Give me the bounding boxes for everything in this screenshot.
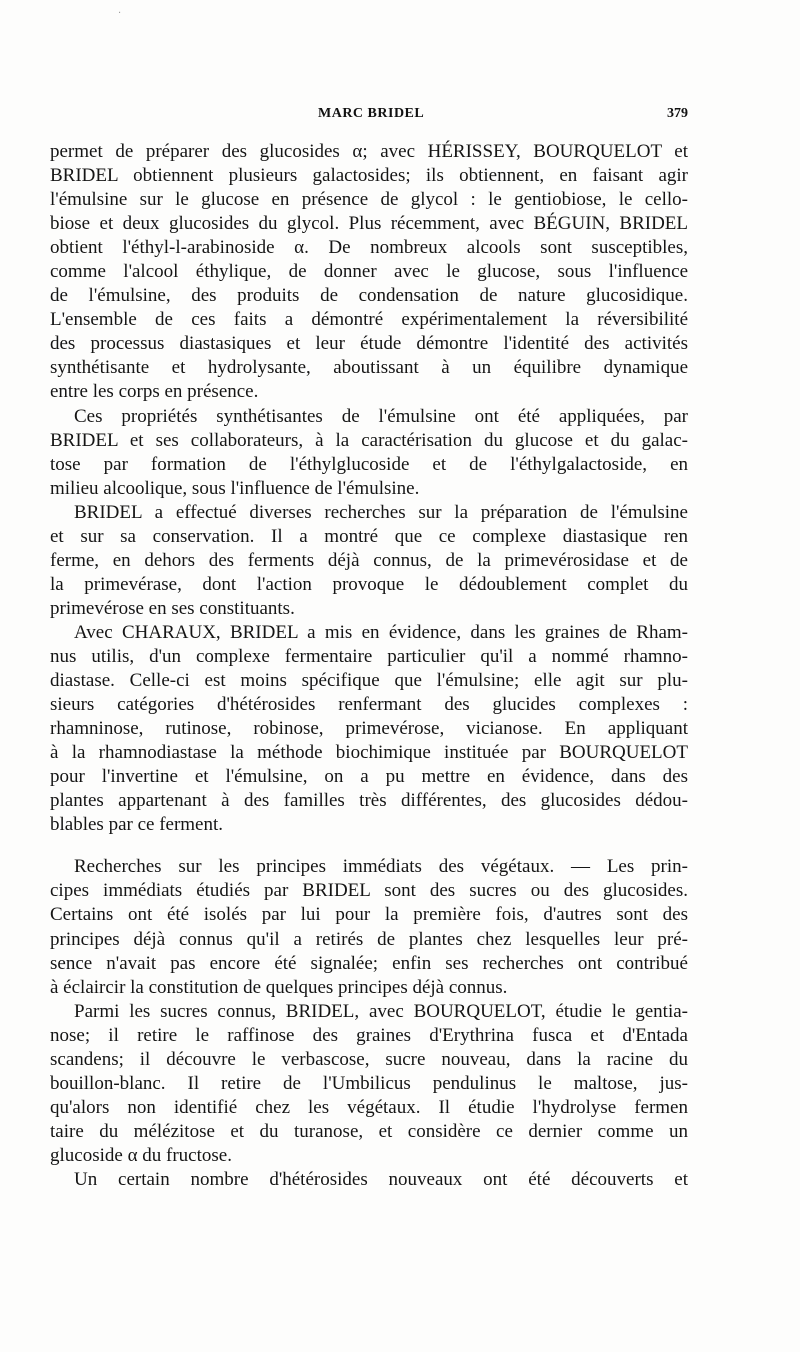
text-line: et sur sa conservation. Il a montré que ce complexe diastasique ren — [50, 525, 688, 547]
page-number: 379 — [667, 106, 688, 121]
text-line: L'ensemble de ces faits a démontré expérimentalement la réversibilité — [50, 309, 688, 331]
text-line: ferme, en dehors des ferments déjà connus, de la primevérosidase et de — [50, 549, 688, 571]
text-line: scandens; il découvre le verbascose, sucre nouveau, dans la racine du — [50, 1048, 688, 1070]
text-line: sieurs catégories d'hétérosides renfermant des glucides complexes : — [50, 694, 688, 716]
text-line: Un certain nombre d'hétérosides nouveaux ont été découverts et — [74, 1168, 688, 1190]
text-line: de l'émulsine, des produits de condensation de nature glucosidique. — [50, 285, 688, 307]
text-line: qu'alors non identifié chez les végétaux. Il étudie l'hydrolyse fermen — [50, 1096, 688, 1118]
text-line: entre les corps en présence. — [50, 381, 259, 403]
text-line: plantes appartenant à des familles très différentes, des glucosides dédou- — [50, 790, 688, 812]
text-line: blables par ce ferment. — [50, 814, 224, 836]
running-head: MARC BRIDEL — [318, 106, 425, 121]
text-line: cipes immédiats étudiés par BRIDEL sont des sucres ou des glucosides. — [50, 880, 688, 902]
text-line: glucoside α du fructose. — [50, 1144, 232, 1166]
text-line: Ces propriétés synthétisantes de l'émulsine ont été appliquées, par — [74, 405, 688, 427]
text-line: biose et deux glucosides du glycol. Plus récemment, avec BÉGUIN, BRIDEL — [50, 213, 688, 235]
text-line: pour l'invertine et l'émulsine, on a pu mettre en évidence, dans des — [50, 766, 688, 788]
text-line: Recherches sur les principes immédiats des végétaux. — Les prin- — [74, 856, 688, 878]
body-text — [50, 140, 688, 1192]
text-line: l'émulsine sur le glucose en présence de glycol : le gentiobiose, le cello- — [50, 189, 688, 211]
paragraph — [50, 405, 688, 501]
text-line: Parmi les sucres connus, BRIDEL, avec BOURQUELOT, étudie le gentia- — [74, 1000, 688, 1022]
text-line: nose; il retire le raffinose des graines d'Erythrina fusca et d'Entada — [50, 1024, 688, 1046]
page-header — [50, 100, 688, 130]
text-line: BRIDEL obtiennent plusieurs galactosides; ils obtiennent, en faisant agir — [50, 165, 688, 187]
text-line: principes déjà connus qu'il a retirés de plantes chez lesquelles leur pré- — [50, 928, 688, 950]
section-gap — [50, 837, 688, 855]
paragraph — [50, 501, 688, 621]
text-line: BRIDEL et ses collaborateurs, à la caractérisation du glucose et du galac- — [50, 429, 688, 451]
text-line: Avec CHARAUX, BRIDEL a mis en évidence, dans les graines de Rham- — [74, 621, 688, 643]
text-line: diastase. Celle-ci est moins spécifique que l'émulsine; elle agit sur plu- — [50, 670, 688, 692]
text-line: taire du mélézitose et du turanose, et considère ce dernier comme un — [50, 1120, 688, 1142]
stray-mark: · — [118, 8, 122, 19]
text-line: primevérose en ses constituants. — [50, 597, 295, 619]
text-line: BRIDEL a effectué diverses recherches sur la préparation de l'émulsine — [74, 501, 688, 523]
text-line: à éclaircir la constitution de quelques principes déjà connus. — [50, 976, 508, 998]
text-line: tose par formation de l'éthylglucoside et de l'éthylgalactoside, en — [50, 453, 688, 475]
paragraph — [50, 621, 688, 837]
text-line: à la rhamnodiastase la méthode biochimique instituée par BOURQUELOT — [50, 742, 688, 764]
paragraph — [50, 1168, 688, 1192]
text-line: sence n'avait pas encore été signalée; enfin ses recherches ont contribué — [50, 952, 688, 974]
text-line: synthétisante et hydrolysante, aboutissant à un équilibre dynamique — [50, 357, 688, 379]
text-line: nus utilis, d'un complexe fermentaire particulier qu'il a nommé rhamno- — [50, 645, 688, 667]
text-line: obtient l'éthyl-l-arabinoside α. De nombreux alcools sont susceptibles, — [50, 237, 688, 259]
text-line: milieu alcoolique, sous l'influence de l'émulsine. — [50, 477, 420, 499]
text-line: comme l'alcool éthylique, de donner avec le glucose, sous l'influence — [50, 261, 688, 283]
text-line: rhamninose, rutinose, robinose, primevérose, vicianose. En appliquant — [50, 718, 688, 740]
paragraph — [50, 1000, 688, 1168]
text-line: des processus diastasiques et leur étude démontre l'identité des activités — [50, 333, 688, 355]
text-line: permet de préparer des glucosides α; avec HÉRISSEY, BOURQUELOT et — [50, 141, 688, 162]
paragraph — [50, 855, 688, 999]
text-line: bouillon-blanc. Il retire de l'Umbilicus pendulinus le maltose, jus- — [50, 1072, 688, 1094]
text-line: Certains ont été isolés par lui pour la première fois, d'autres sont des — [50, 904, 688, 926]
paragraph — [50, 140, 688, 405]
text-line: la primevérase, dont l'action provoque le dédoublement complet du — [50, 573, 688, 595]
